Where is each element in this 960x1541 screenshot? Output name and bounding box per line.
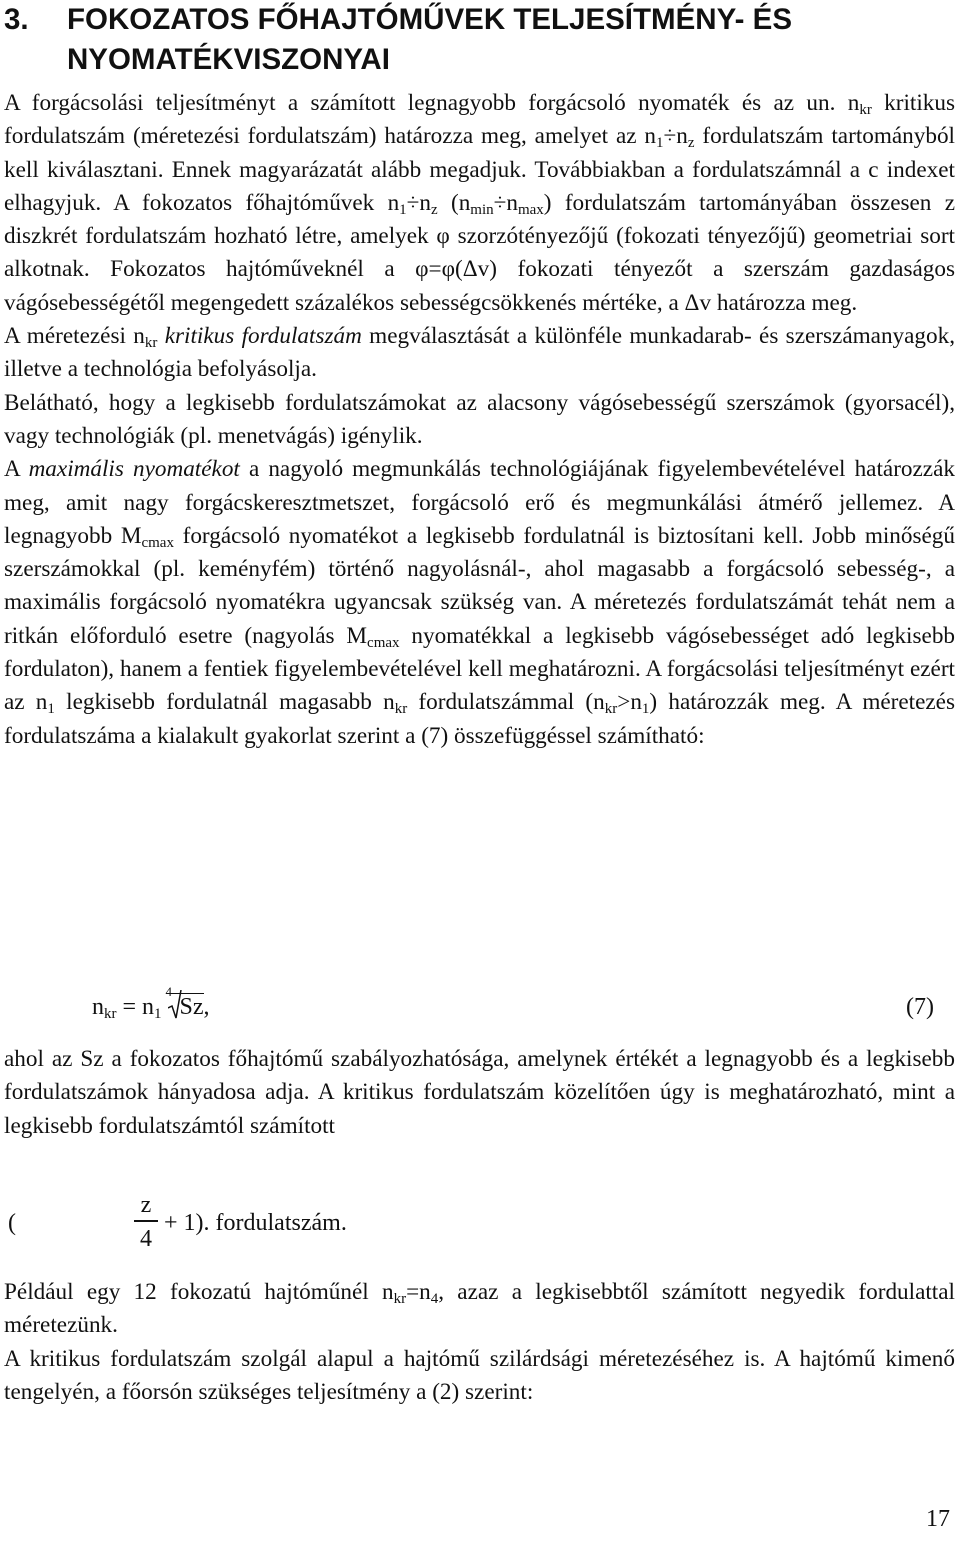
text-run: ÷n <box>663 123 688 150</box>
text-run: fordulatszámmal (n <box>407 689 605 716</box>
text-run: forgácsoló nyomatékot a legkisebb fordulatnál is biztosítani kell. Jobb minőségű szerszámokkal (pl. keményfém) történő nagyolásnál-, ahol magasabb a forgácsoló sebesség-, a maximális forgácsoló nyomatékra ugyancsak szükség van. A méretezés fordulatszámát tehát nem a ritkán előforduló esetre (nagyolás M <box>4 522 955 649</box>
paragraph-6 <box>4 1276 955 1343</box>
subscript: 1 <box>656 135 664 152</box>
equation-expression <box>92 984 210 1022</box>
subscript: max <box>517 201 544 218</box>
subscript: z <box>687 135 695 152</box>
heading-line-1: FOKOZATOS FŐHAJTÓMŰVEK TELJESÍTMÉNY- ÉS <box>67 3 792 36</box>
text-run: megválasztását a különféle munkadarab- és szerszámanyagok, illetve a technológia befolyásolja. <box>4 323 956 383</box>
subscript: 1 <box>47 701 55 718</box>
italic-term: kritikus fordulatszám <box>164 323 362 350</box>
text-run: , azaz a legkisebbtől számított negyedik fordulattal méretezünk. <box>4 1279 955 1339</box>
italic-term: maximális nyomatékot <box>28 456 240 483</box>
subscript: kr <box>144 335 158 352</box>
paragraph-3 <box>4 387 955 454</box>
paragraph-1 <box>4 87 955 320</box>
subscript: kr <box>604 701 618 718</box>
body-block-1 <box>4 87 955 753</box>
text-run: ÷n <box>493 189 518 216</box>
equation-7 <box>0 984 960 1030</box>
subscript: cmax <box>141 534 174 551</box>
subscript: 4 <box>430 1291 439 1307</box>
text-run: fordulatszám tartományból kell kiválasztani. Ennek magyarázatát alább megadjuk. Továbbiakban a fordulatszámnál a c indexet elhagyjuk. A fokozatos főhajtóművek n <box>4 123 956 216</box>
equation-number: (7) <box>906 994 934 1020</box>
text-run: legkisebb fordulatnál magasabb n <box>54 689 395 716</box>
body-block-3 <box>4 1276 955 1409</box>
text-run: (n <box>437 189 471 216</box>
text-run: Belátható, hogy a legkisebb fordulatszámokat az alacsony vágósebességű szerszámok (gyorsacél), vagy technológiák (pl. menetvágás) igénylik. <box>4 389 955 449</box>
subscript: 1 <box>154 1006 162 1022</box>
text-run: =n <box>406 1279 431 1305</box>
equation-comma: , <box>203 994 210 1020</box>
text-run: A <box>4 456 29 483</box>
body-block-2 <box>4 1043 955 1143</box>
text-run: nyomatékkal a legkisebb vágósebességet adó legkisebb fordulaton), hanem a fentiek figyelembevételével kell meghatározni. A forgácsolási teljesítményt ezért az n <box>4 622 956 716</box>
subscript: kr <box>393 1291 407 1307</box>
paragraph-2 <box>4 320 955 387</box>
radical-sign-icon <box>168 990 182 1020</box>
radicand: Sz <box>166 993 204 1020</box>
subscript: 1 <box>641 701 650 718</box>
fraction-rest: + 1). fordulatszám. <box>164 1210 347 1236</box>
fraction-numerator: z <box>140 1192 152 1218</box>
paragraph-5 <box>4 1043 955 1143</box>
equation-equals: = n <box>116 994 155 1020</box>
equation-lhs: n <box>92 994 104 1020</box>
subscript: cmax <box>367 634 400 651</box>
fraction <box>134 1190 158 1256</box>
text-run: a nagyoló megmunkálás technológiájának figyelembevételével határozzák meg, amit nagy forgácskeresztmetszet, forgácsoló erő és megmunkálási átmérő jellemez. A legnagyobb M <box>4 456 955 549</box>
fraction-expression <box>0 1190 960 1260</box>
page-number: 17 <box>926 1506 950 1532</box>
text-run: ) fordulatszám tartományában összesen z diszkrét fordulatszám hozható létre, amelyek φ szorzótényezőjű (fokozati tényezőjű) geometriai sort alkotnak. Fokozatos hajtóműveknél a φ=φ(Δv) fokozati tényezőt a szerszám gazdaságos vágósebességétől megengedett százalékos sebességcsökkenés mértéke, a Δv határozza meg. <box>4 189 955 316</box>
section-heading <box>4 0 954 80</box>
text-run: A méretezési n <box>4 323 145 350</box>
text-run: ) határozzák meg. A méretezés fordulatszáma a kialakult gyakorlat szerint a (7) összefüggéssel számítható: <box>4 689 955 749</box>
text-run: ahol az Sz a fokozatos főhajtómű szabályozhatósága, amelynek értékét a legnagyobb és a legkisebb fordulatszámok hányadosa adja. A kritikus fordulatszám közelítően úgy is meghatározható, mint a legkisebb fordulatszámtól számított <box>4 1046 955 1139</box>
heading-line-2: NYOMATÉKVISZONYAI <box>67 43 390 76</box>
subscript: 1 <box>399 201 407 218</box>
text-run: >n <box>617 689 642 716</box>
subscript: kr <box>859 102 872 118</box>
text-run: ÷n <box>406 189 431 216</box>
paragraph-7 <box>4 1343 955 1410</box>
text-run: A kritikus fordulatszám szolgál alapul a hajtómű szilárdsági méretezéséhez is. A hajtómű kimenő tengelyén, a főorsón szükséges teljesítmény a (2) szerint: <box>4 1345 955 1405</box>
text-run: Például egy 12 fokozatú hajtóműnél n <box>4 1279 394 1305</box>
text-run: A forgácsolási teljesítményt a számított legnagyobb forgácsoló nyomaték és az un. n <box>4 90 860 116</box>
fraction-denominator: 4 <box>140 1225 152 1252</box>
fourth-root <box>165 984 204 1021</box>
paragraph-4 <box>4 453 955 753</box>
subscript: min <box>470 201 494 218</box>
subscript: kr <box>104 1006 117 1022</box>
section-number: 3. <box>4 3 29 36</box>
subscript: kr <box>394 701 408 718</box>
text-run: kritikus fordulatszám (méretezési fordulatszám) határozza meg, amelyet az n <box>4 90 955 150</box>
subscript: z <box>431 201 438 218</box>
root-index: 4 <box>165 984 173 999</box>
open-paren: ( <box>8 1210 16 1236</box>
text-run <box>157 323 164 349</box>
